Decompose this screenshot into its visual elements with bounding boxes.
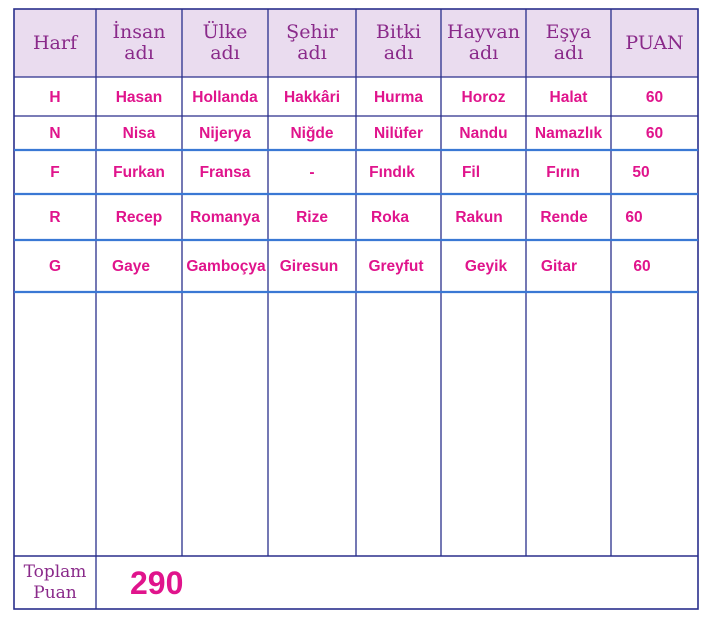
header-puan	[611, 9, 698, 77]
header-label: Şehir	[286, 21, 338, 43]
cell-bitki: Fındık	[369, 164, 415, 181]
cell-hayvan: Nandu	[459, 124, 508, 142]
cell-puan: 50	[632, 164, 650, 181]
cell-hayvan: Geyik	[464, 258, 508, 275]
cell-sehir: Hakkâri	[283, 88, 340, 106]
header-sublabel: adı	[383, 42, 414, 64]
cell-insan: Gaye	[112, 258, 150, 275]
header-ulke-adi	[182, 9, 268, 77]
cell-letter: N	[49, 124, 61, 142]
header-label: PUAN	[625, 31, 684, 54]
cell-ulke: Fransa	[199, 164, 251, 181]
cell-insan: Nisa	[122, 124, 156, 142]
header-sehir-adi	[268, 9, 356, 77]
cell-letter: G	[48, 258, 62, 275]
cell-letter: F	[50, 164, 60, 181]
cell-ulke: Nijerya	[199, 124, 251, 142]
cell-esya: Gitar	[540, 258, 578, 275]
total-score: 290	[130, 564, 184, 601]
cell-bitki: Greyfut	[368, 258, 424, 275]
header-sublabel: adı	[297, 42, 327, 64]
header-label: Bitki	[375, 21, 422, 43]
header-label: Harf	[32, 31, 77, 54]
header-sublabel: adı	[124, 42, 154, 64]
header-insan-adi	[96, 9, 182, 77]
cell-esya: Rende	[540, 209, 588, 226]
header-esya-adi	[526, 9, 611, 77]
cell-bitki: Nilüfer	[373, 124, 424, 142]
header-sublabel: adı	[468, 42, 499, 64]
cell-ulke: Romanya	[190, 209, 260, 226]
cell-esya: Halat	[549, 88, 588, 106]
cell-ulke: Hollanda	[192, 88, 258, 106]
header-bitki-adi	[356, 9, 441, 77]
cell-bitki: Roka	[371, 209, 409, 226]
total-label-line1: Toplam	[23, 562, 87, 582]
header-hayvan-adi	[441, 9, 526, 77]
header-label: Ülke	[202, 21, 248, 43]
cell-hayvan: Rakun	[455, 209, 503, 226]
cell-hayvan: Horoz	[461, 88, 506, 106]
cell-esya: Namazlık	[534, 124, 603, 142]
header-label: Eşya	[545, 21, 592, 43]
cell-insan: Furkan	[113, 164, 165, 181]
total-label	[14, 557, 96, 609]
cell-puan: 60	[645, 88, 664, 106]
header-label: Hayvan	[447, 21, 520, 43]
total-label-line2: Puan	[33, 583, 77, 603]
cell-puan: 60	[633, 258, 651, 275]
cell-insan: Recep	[115, 209, 163, 226]
cell-sehir: -	[309, 164, 315, 181]
header-harf	[14, 9, 96, 77]
cell-sehir: Niğde	[290, 124, 334, 142]
cell-sehir: Giresun	[279, 258, 339, 275]
cell-insan: Hasan	[115, 88, 163, 106]
cell-letter: H	[49, 88, 61, 106]
cell-sehir: Rize	[296, 209, 328, 226]
header-sublabel: adı	[210, 42, 240, 64]
cell-hayvan: Fil	[461, 164, 481, 181]
cell-bitki: Hurma	[373, 88, 424, 106]
header-sublabel: adı	[553, 42, 584, 64]
cell-puan: 60	[645, 124, 664, 142]
cell-puan: 60	[625, 209, 643, 226]
cell-letter: R	[49, 209, 61, 226]
header-label: İnsan	[112, 21, 166, 43]
cell-ulke: Gamboçya	[186, 258, 266, 275]
cell-esya: Fırın	[546, 164, 580, 181]
